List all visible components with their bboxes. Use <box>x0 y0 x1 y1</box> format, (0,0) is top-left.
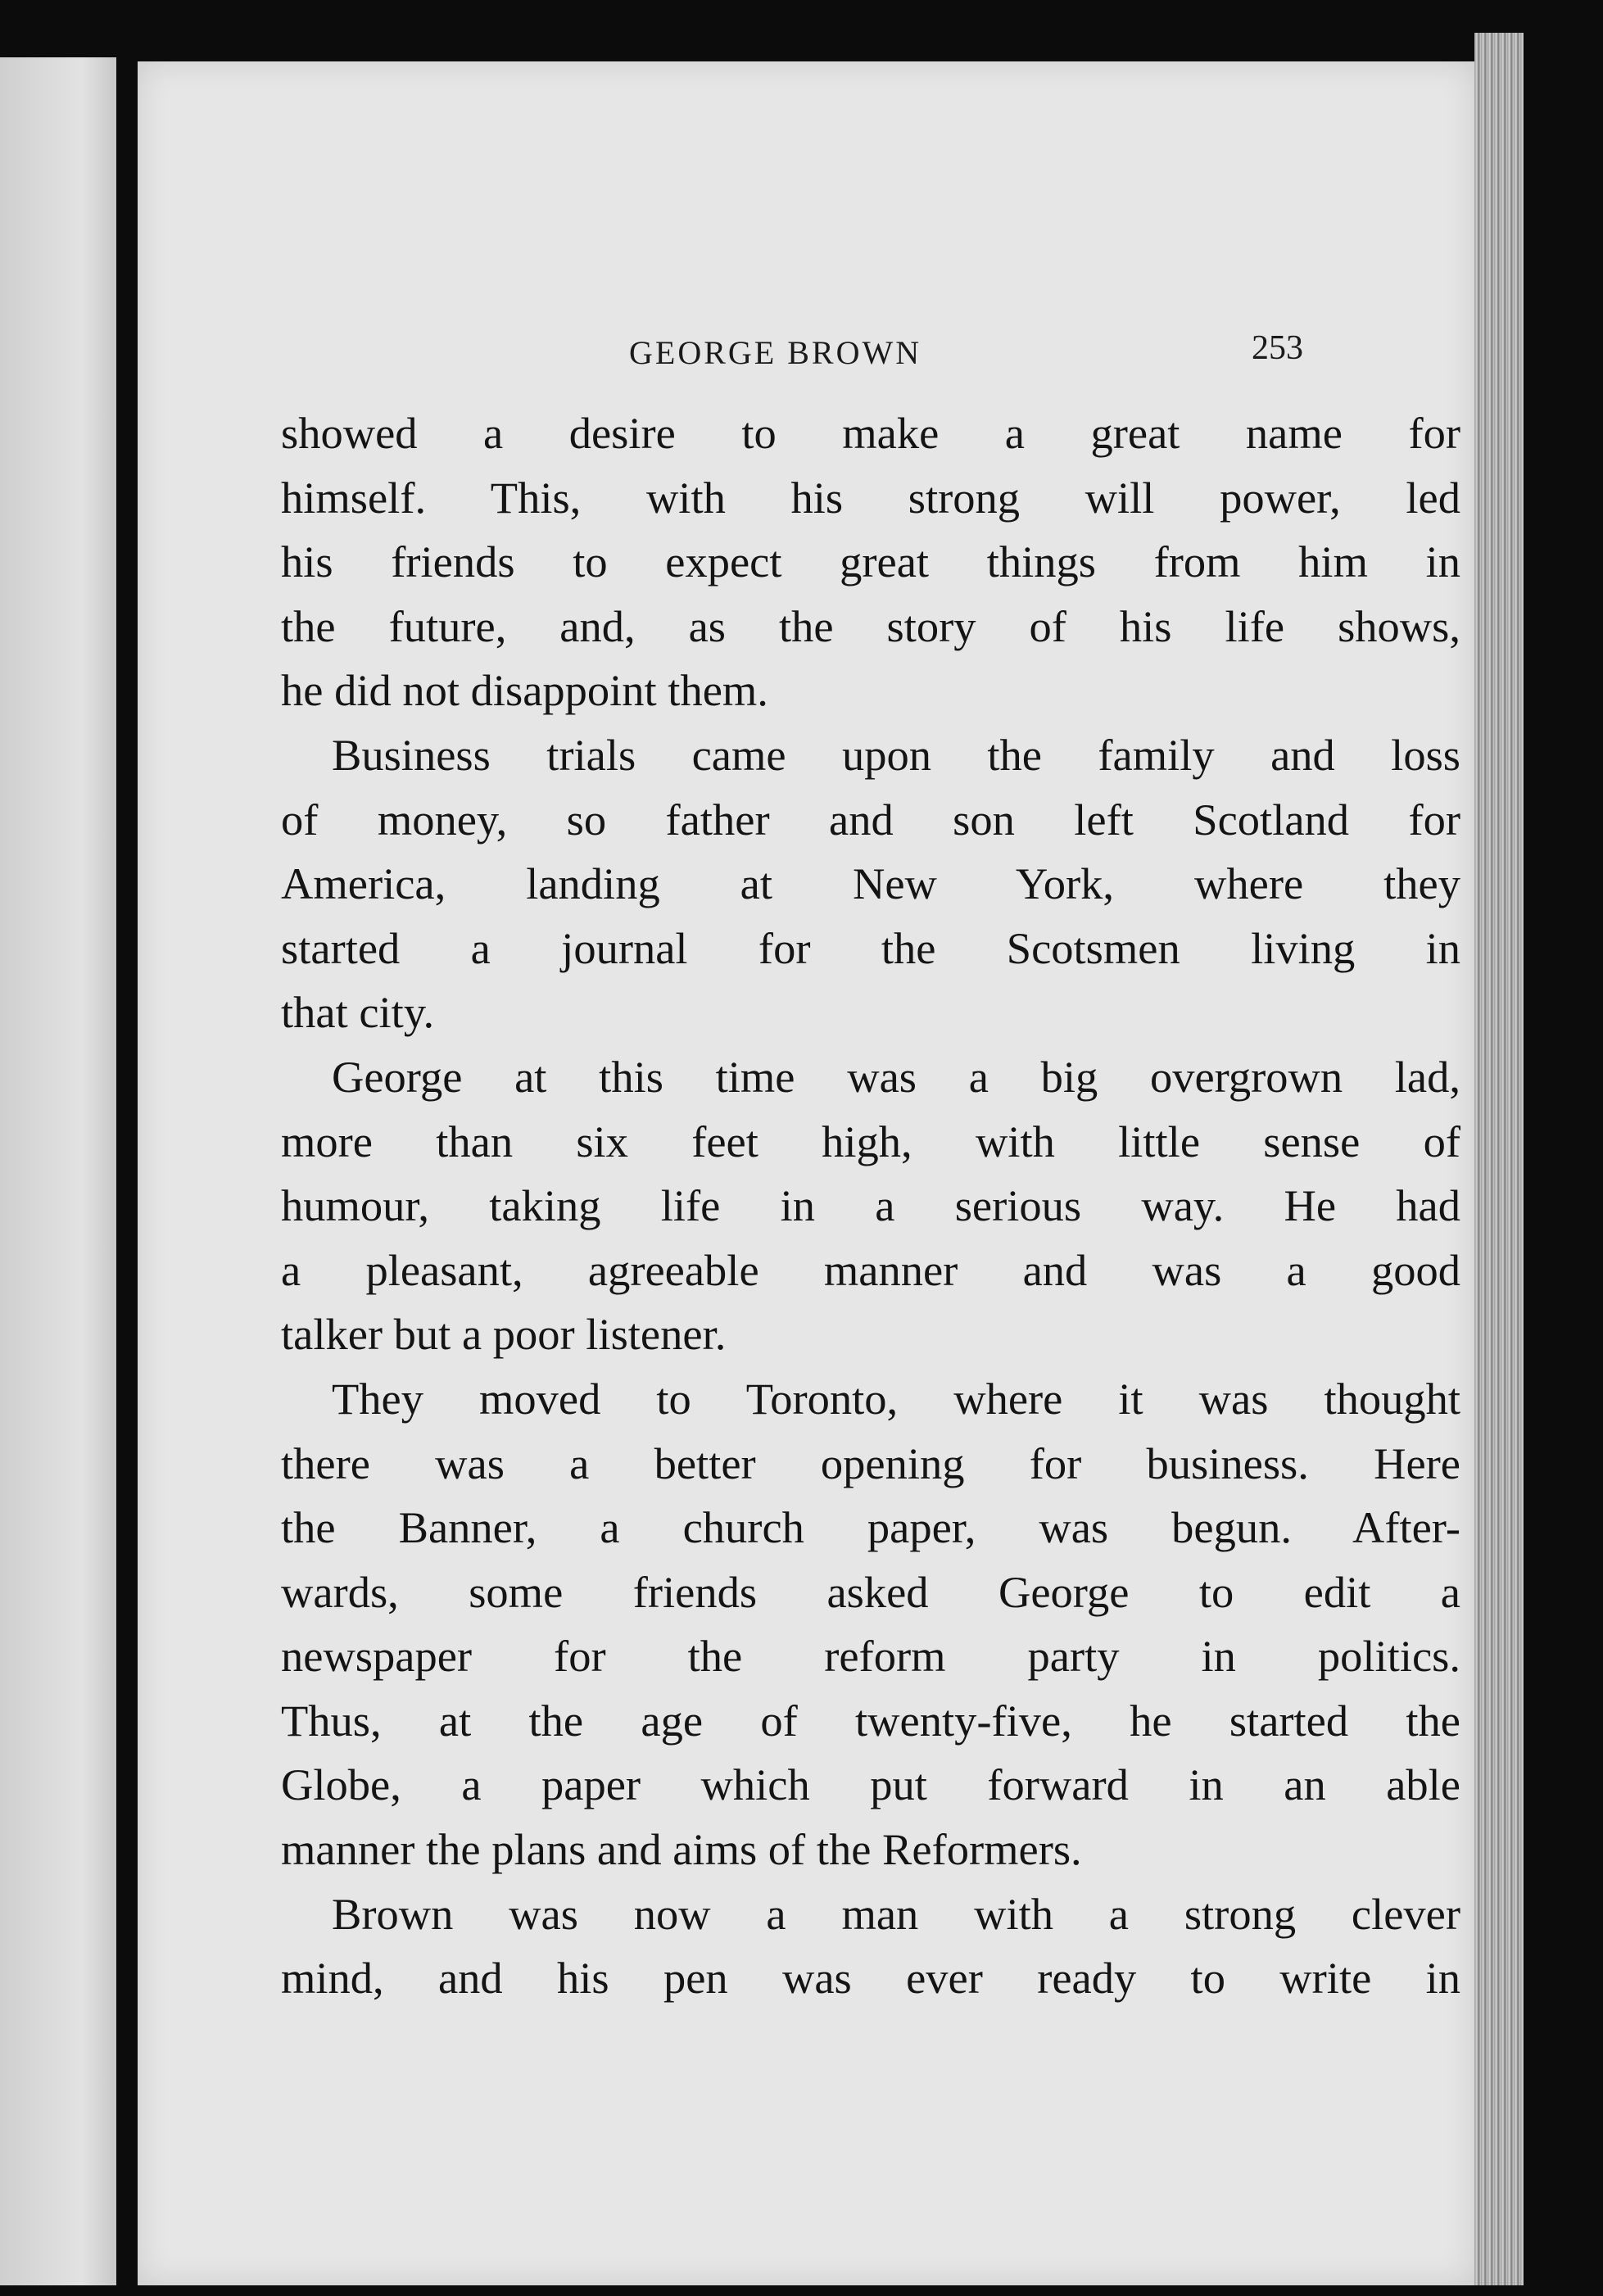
text-line: his friends to expect great things from him in <box>281 537 1460 587</box>
running-head <box>138 328 1474 394</box>
text-line: a pleasant, agreeable manner and was a good <box>281 1244 1460 1295</box>
book-page <box>138 61 1474 2285</box>
paragraph <box>281 1367 1460 1882</box>
text-line: started a journal for the Scotsmen living in <box>281 922 1460 973</box>
text-line: Globe, a paper which put forward in an able <box>281 1759 1460 1810</box>
page-number: 253 <box>1252 329 1303 367</box>
text-line: Thus, at the age of twenty-five, he started the <box>281 1695 1460 1746</box>
text-line: America, landing at New York, where they <box>281 858 1460 909</box>
facing-page-edge <box>0 57 116 2285</box>
text-line: They moved to Toronto, where it was thought <box>332 1373 1460 1424</box>
text-line: wards, some friends asked George to edit a <box>281 1566 1460 1617</box>
paragraph <box>281 401 1460 723</box>
paragraph <box>281 723 1460 1045</box>
text-line: George at this time was a big overgrown lad, <box>332 1051 1460 1102</box>
text-line: the Banner, a church paper, was begun. After- <box>281 1502 1460 1553</box>
text-line: Business trials came upon the family and loss <box>332 729 1460 780</box>
running-head-title: GEORGE BROWN <box>629 334 922 371</box>
body-text <box>281 401 1460 2011</box>
text-line: he did not disappoint them. <box>281 665 768 716</box>
text-line: the future, and, as the story of his life shows, <box>281 600 1460 651</box>
text-line: of money, so father and son left Scotland for <box>281 794 1460 845</box>
text-line: mind, and his pen was ever ready to write in <box>281 1953 1460 2004</box>
text-line: humour, taking life in a serious way. He had <box>281 1180 1460 1231</box>
text-line: there was a better opening for business. Here <box>281 1438 1460 1488</box>
paragraph <box>281 1045 1460 1367</box>
text-line: showed a desire to make a great name for <box>281 408 1460 458</box>
text-line: that city. <box>281 987 435 1038</box>
text-line: newspaper for the reform party in politics. <box>281 1631 1460 1682</box>
page-stack-edge <box>1474 33 1524 2285</box>
text-line: Brown was now a man with a strong clever <box>332 1888 1460 1939</box>
paragraph <box>281 1882 1460 2011</box>
text-line: talker but a poor listener. <box>281 1309 727 1360</box>
text-line: manner the plans and aims of the Reformers. <box>281 1824 1082 1875</box>
text-line: more than six feet high, with little sense of <box>281 1116 1460 1166</box>
text-line: himself. This, with his strong will power, led <box>281 472 1460 523</box>
